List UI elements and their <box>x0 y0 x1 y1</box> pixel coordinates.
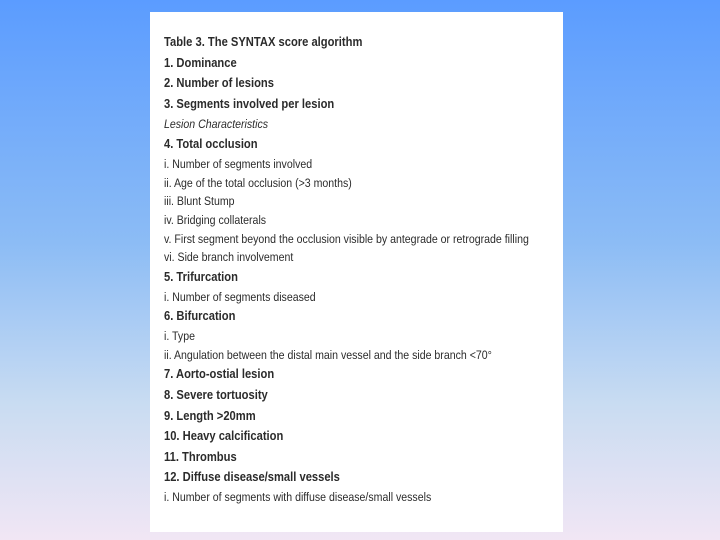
table-sub-item: iii. Blunt Stump <box>164 194 235 209</box>
table-heading-line: 10. Heavy calcification <box>164 428 284 444</box>
table-sub-item: v. First segment beyond the occlusion visible by antegrade or retrograde filling <box>164 231 529 246</box>
table-heading-line: 12. Diffuse disease/small vessels <box>164 469 340 485</box>
table-heading-line: 11. Thrombus <box>164 448 237 464</box>
table-lines <box>164 53 563 507</box>
table-heading-line: 3. Segments involved per lesion <box>164 95 335 111</box>
table-heading-line: 1. Dominance <box>164 54 237 70</box>
table-sub-item: ii. Age of the total occlusion (>3 months) <box>164 175 352 190</box>
table-sub-item: vi. Side branch involvement <box>164 250 294 265</box>
table-heading-line: 5. Trifurcation <box>164 269 238 285</box>
table-heading-line: 7. Aorto-ostial lesion <box>164 366 275 382</box>
table-sub-item: i. Number of segments with diffuse disease/small vessels <box>164 489 432 504</box>
table-sub-item: ii. Angulation between the distal main vessel and the side branch <70° <box>164 347 492 362</box>
table-heading-line: 9. Length >20mm <box>164 407 256 423</box>
table-title: Table 3. The SYNTAX score algorithm <box>164 34 363 49</box>
table-sub-item: i. Number of segments involved <box>164 156 313 171</box>
table-heading-line: 4. Total occlusion <box>164 136 258 152</box>
table-sub-item: iv. Bridging collaterals <box>164 213 267 228</box>
syntax-table-document <box>150 12 563 532</box>
table-heading-line: 8. Severe tortuosity <box>164 386 268 402</box>
table-section-label: Lesion Characteristics <box>164 117 269 132</box>
table-heading-line: 6. Bifurcation <box>164 308 236 324</box>
table-sub-item: i. Type <box>164 328 195 343</box>
table-heading-line: 2. Number of lesions <box>164 75 274 91</box>
table-sub-item: i. Number of segments diseased <box>164 289 316 304</box>
